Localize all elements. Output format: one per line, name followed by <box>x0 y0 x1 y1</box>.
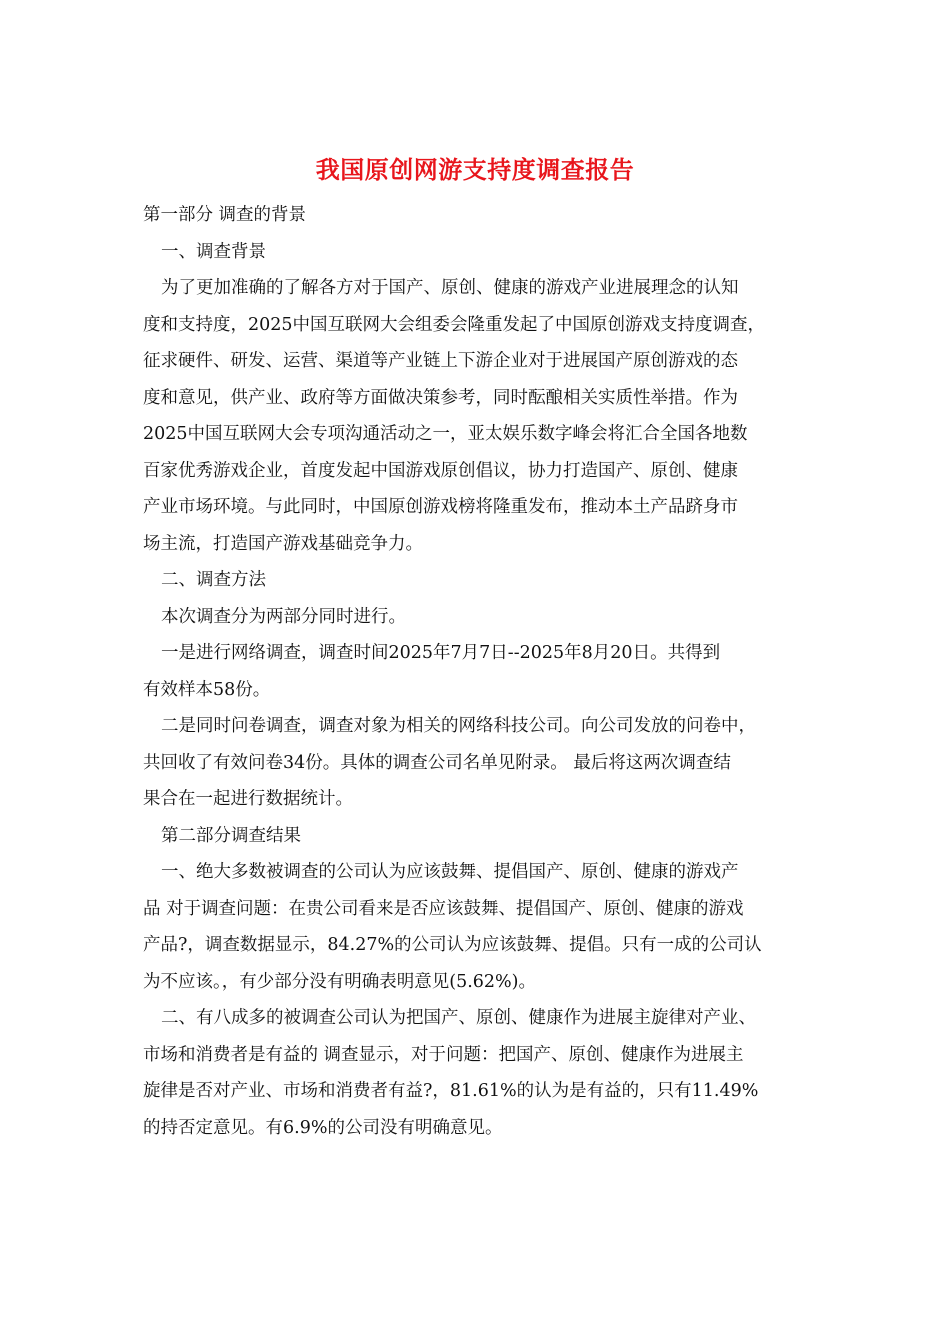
result1-paragraph <box>143 854 807 1000</box>
document-title: 我国原创网游支持度调查报告 <box>315 155 635 184</box>
paragraph-line: 度和支持度，2025中国互联网大会组委会隆重发起了中国原创游戏支持度调查， <box>143 314 766 335</box>
paragraph-line: 品 对于调查问题：在贵公司看来是否应该鼓舞、提倡国产、原创、健康的游戏 <box>143 898 744 919</box>
paragraph-line: 为了更加准确的了解各方对于国产、原创、健康的游戏产业进展理念的认知 <box>161 278 739 298</box>
paragraph-line: 共回收了有效问卷34份。具体的调查公司名单见附录。 最后将这两次调查结 <box>143 752 731 773</box>
background-paragraph <box>143 270 807 562</box>
paragraph-line: 一、绝大多数被调查的公司认为应该鼓舞、提倡国产、原创、健康的游戏产 <box>161 862 739 882</box>
method-intro: 本次调查分为两部分同时进行。 <box>161 606 406 627</box>
part1-heading: 第一部分 调查的背景 <box>143 205 307 225</box>
part2-heading: 第二部分调查结果 <box>161 825 301 846</box>
paragraph-line: 二、有八成多的被调查公司认为把国产、原创、健康作为进展主旋律对产业、 <box>161 1008 756 1028</box>
paragraph-line: 有效样本58份。 <box>143 679 271 700</box>
paragraph-line: 征求硬件、研发、运营、渠道等产业链上下游企业对于进展国产原创游戏的态 <box>143 351 738 371</box>
paragraph-line: 二是同时问卷调查，调查对象为相关的网络科技公司。向公司发放的问卷中， <box>161 716 756 736</box>
section1-heading: 一、调查背景 <box>161 241 266 262</box>
paragraph-line: 度和意见，供产业、政府等方面做决策参考，同时酝酿相关实质性举措。作为 <box>143 387 738 408</box>
paragraph-line: 市场和消费者是有益的 调查显示，对于问题：把国产、原创、健康作为进展主 <box>143 1044 744 1065</box>
paragraph-line: 为不应该。，有少部分没有明确表明意见(5.62%)。 <box>143 971 536 992</box>
paragraph-line: 旋律是否对产业、市场和消费者有益?，81.61%的认为是有益的，只有11.49% <box>143 1081 759 1101</box>
document-body <box>143 197 807 1146</box>
paragraph-line: 场主流，打造国产游戏基础竞争力。 <box>143 533 423 554</box>
paragraph-line: 一是进行网络调查，调查时间2025年7月7日--2025年8月20日。共得到 <box>161 643 721 663</box>
section2-heading: 二、调查方法 <box>161 570 266 590</box>
paragraph-line: 百家优秀游戏企业，首度发起中国游戏原创倡议，协力打造国产、原创、健康 <box>143 460 738 481</box>
method-one-paragraph <box>143 635 807 708</box>
paragraph-line: 果合在一起进行数据统计。 <box>143 789 353 809</box>
paragraph-line: 的持否定意见。有6.9%的公司没有明确意见。 <box>143 1117 503 1138</box>
result2-paragraph <box>143 1000 807 1146</box>
paragraph-line: 产品?，调查数据显示，84.27%的公司认为应该鼓舞、提倡。只有一成的公司认 <box>143 935 762 955</box>
paragraph-line: 产业市场环境。与此同时，中国原创游戏榜将隆重发布，推动本土产品跻身市 <box>143 497 738 517</box>
method-two-paragraph <box>143 708 807 818</box>
paragraph-line: 2025中国互联网大会专项沟通活动之一，亚太娱乐数字峰会将汇合全国各地数 <box>143 424 748 444</box>
